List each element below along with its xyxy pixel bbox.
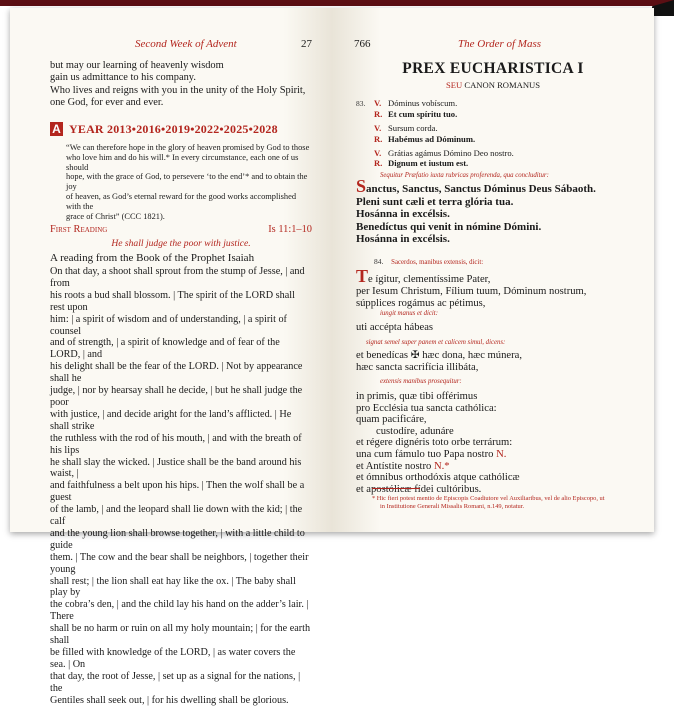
canon-line: in primis, quæ tibi offérimus (356, 391, 478, 402)
sanctus-block: Sanctus, Sanctus, Sanctus Dóminus Deus Sábaoth. Pleni sunt cæli et terra glória tua. Hosánna in excélsis. Benedíctus qui venit in nómine Dómini. Hosánna in excélsis. (356, 180, 626, 246)
reading-line: he shall slay the wicked. | Justice shall be the band around his waist, | (50, 456, 302, 480)
reading-line: the cobra’s den, | and the child lay his hand on the adder’s lair. | There (50, 599, 309, 623)
text-line: Who lives and reigns with you in the unity of the Holy Spirit, (50, 84, 306, 96)
footnote-rule (372, 488, 420, 489)
in-primis-block: in primis, quæ tibi offérimus pro Ecclésia tua sancta cathólica: quam pacificáre, custodíre, adunáre et régere dignéris toto orbe terrárum: una cum fámulo tuo Papa nostro N. et Antístite nostro N.* et ómnibus orthodóxis atque cathólicæ et apostólicæ fídei cultóribus. (356, 391, 626, 495)
reading-line: On that day, a shoot shall sprout from the stump of Jesse, | and from (50, 266, 305, 289)
footnote (372, 495, 642, 512)
canon-line: hæc sancta sacrifícia illibáta, (356, 362, 479, 373)
quote-line: of heaven, as God’s eternal reward for the good works accomplished with the (66, 191, 297, 211)
quote-line: “We can therefore hope in the glory of heaven promised by God to those (66, 143, 310, 152)
rubric-iungit: iungit manus et dicit: (380, 310, 438, 317)
canon-line: custodíre, adunáre (376, 425, 454, 437)
reading-line: him: | a spirit of wisdom and of understanding, | a spirit of counsel (50, 313, 287, 337)
reading-line: and the young lion shall browse together, | with a little child to guide (50, 527, 305, 551)
text-line: gain us admittance to his company. (50, 72, 196, 84)
open-missal-book (10, 8, 654, 706)
rubric-extensis: extensis manibus prosequitur: (380, 378, 462, 385)
reading-reference: Is 11:1–10 (268, 224, 312, 235)
right-running-header: The Order of Mass (458, 38, 542, 50)
reading-line: shall rest; | the lion shall eat hay like the ox. | The baby shall play by (50, 575, 296, 599)
sanctus-line: Hosánna in excélsis. (356, 233, 450, 246)
right-page-number: 766 (354, 38, 371, 50)
sanctus-line: Pleni sunt cæli et terra glória tua. (356, 195, 514, 208)
reading-line: judge, | nor by hearsay shall he decide, | but he shall judge the poor (50, 385, 303, 408)
prayer-title: PREX EUCHARISTICA I (402, 60, 584, 77)
sanctus-line: Hosánna in excélsis. (356, 208, 450, 221)
reading-line: that day, the root of Jesse, | set up as a signal for the nations, | the (50, 670, 301, 694)
reading-body (50, 266, 312, 707)
reading-line: of the lamb, | and the leopard shall lie down with the kid; | the calf (50, 504, 303, 528)
left-page (10, 8, 332, 706)
year-heading (50, 122, 312, 137)
text-line: one God, for ever and ever. (50, 97, 164, 109)
reading-line: and of strength, | a spirit of knowledge and of fear of the LORD, | and (50, 337, 280, 361)
footnote-line: in Institutione Generali Missalis Romani, n.149, notatur. (380, 503, 525, 511)
canon-line: pro Ecclésia tua sancta cathólica: (356, 402, 497, 414)
quote-line: grace of Christ” (CCC 1821). (66, 211, 165, 221)
benedicas-block (356, 350, 626, 374)
canon-line: quam pacificáre, (356, 414, 427, 426)
rubric-signat: signat semel super panem et calicem simul, dicens: (366, 339, 506, 346)
reading-summary: He shall judge the poor with justice. (111, 238, 251, 249)
reading-line: his roots a bud shall blossom. | The spirit of the LORD shall rest upon (50, 289, 295, 313)
prayer-subtitle: SEU CANON ROMANUS (445, 80, 541, 90)
reading-heading (50, 224, 312, 236)
text-line: but may our learning of heavenly wisdom (50, 60, 224, 71)
right-page (332, 8, 654, 532)
quote-line: hope, with the grace of God, to persevere ‘to the end’* and to obtain the joy (66, 172, 308, 192)
sanctus-line: Benedíctus qui venit in nómine Dómini. (356, 220, 542, 233)
rubric-84: 84. Sacerdos, manibus extensis, dicit: (374, 257, 484, 266)
preface-dialogue: 83. V. Dóminus vobíscum. R. Et cum spíritu tuo. V. Sursum corda. R. Habémus ad Dóminum. V. Grátias agámus Dómino Deo nostro. R. Dignum et iustum est. (356, 98, 514, 169)
year-list: YEAR 2013•2016•2019•2022•2025•2028 (69, 122, 278, 136)
opening-prayer-end (50, 60, 312, 110)
reading-line: Gentiles shall seek out, | for his dwelling shall be glorious. (50, 694, 289, 706)
quote-line: who love him and do his will.* In every circumstance, each one of us should (66, 152, 299, 172)
reading-line: with justice, | and decide aright for the land’s afflicted. | He shall strike (50, 408, 292, 432)
drop-cap-s: S (356, 176, 367, 196)
paragraph-number: 83. (356, 99, 366, 108)
footnote-line: * Hic fieri potest mentio de Episcopis Coadiutore vel Auxiliaribus, vel de alio Episcopo, ut (372, 495, 605, 502)
canon-line: uti accépta hábeas (356, 322, 434, 333)
canon-line: et apostólicæ fídei cultóribus. (356, 483, 482, 495)
year-letter-badge: A (50, 122, 63, 136)
reading-line: his delight shall be the fear of the LORD. | Not by appearance shall he (50, 361, 303, 385)
canon-line: súpplices rogámus ac pétimus, (356, 298, 486, 309)
reading-line: the ruthless with the rod of his mouth, | and with the breath of his lips (50, 432, 302, 456)
canon-line: et benedícas ✠ hæc dona, hæc múnera, (356, 350, 522, 361)
canon-line: et ómnibus orthodóxis atque cathólicæ (356, 472, 520, 484)
window-top-bar (0, 0, 674, 6)
reading-line: and faithfulness a belt upon his hips. | Then the wolf shall be a guest (50, 480, 305, 504)
left-running-header: Second Week of Advent (135, 38, 237, 50)
reading-label: First Reading (50, 224, 108, 235)
rubric-preface: Sequitur Præfatio iuxta rubricas proferenda, qua concluditur: (380, 172, 549, 179)
reading-line: be filled with knowledge of the LORD, | as water covers the sea. | On (50, 647, 296, 670)
reading-line: shall be no harm or ruin on all my holy mountain; | for the earth shall (50, 623, 311, 647)
canon-line: per Iesum Christum, Fílium tuum, Dóminum nostrum, (356, 286, 587, 297)
catechism-quote (66, 143, 312, 221)
te-igitur-block: Te ígitur, clementíssime Pater, per Iesum Christum, Fílium tuum, Dóminum nostrum, súpplices rogámus ac pétimus, (356, 270, 626, 310)
left-page-number: 27 (301, 38, 312, 50)
drop-cap-t: T (356, 266, 369, 286)
reading-intro: A reading from the Book of the Prophet Isaiah (50, 252, 255, 264)
canon-line: et régere dignéris toto orbe terrárum: (356, 437, 513, 449)
reading-line: them. | The cow and the bear shall be neighbors, | together their young (50, 551, 309, 575)
